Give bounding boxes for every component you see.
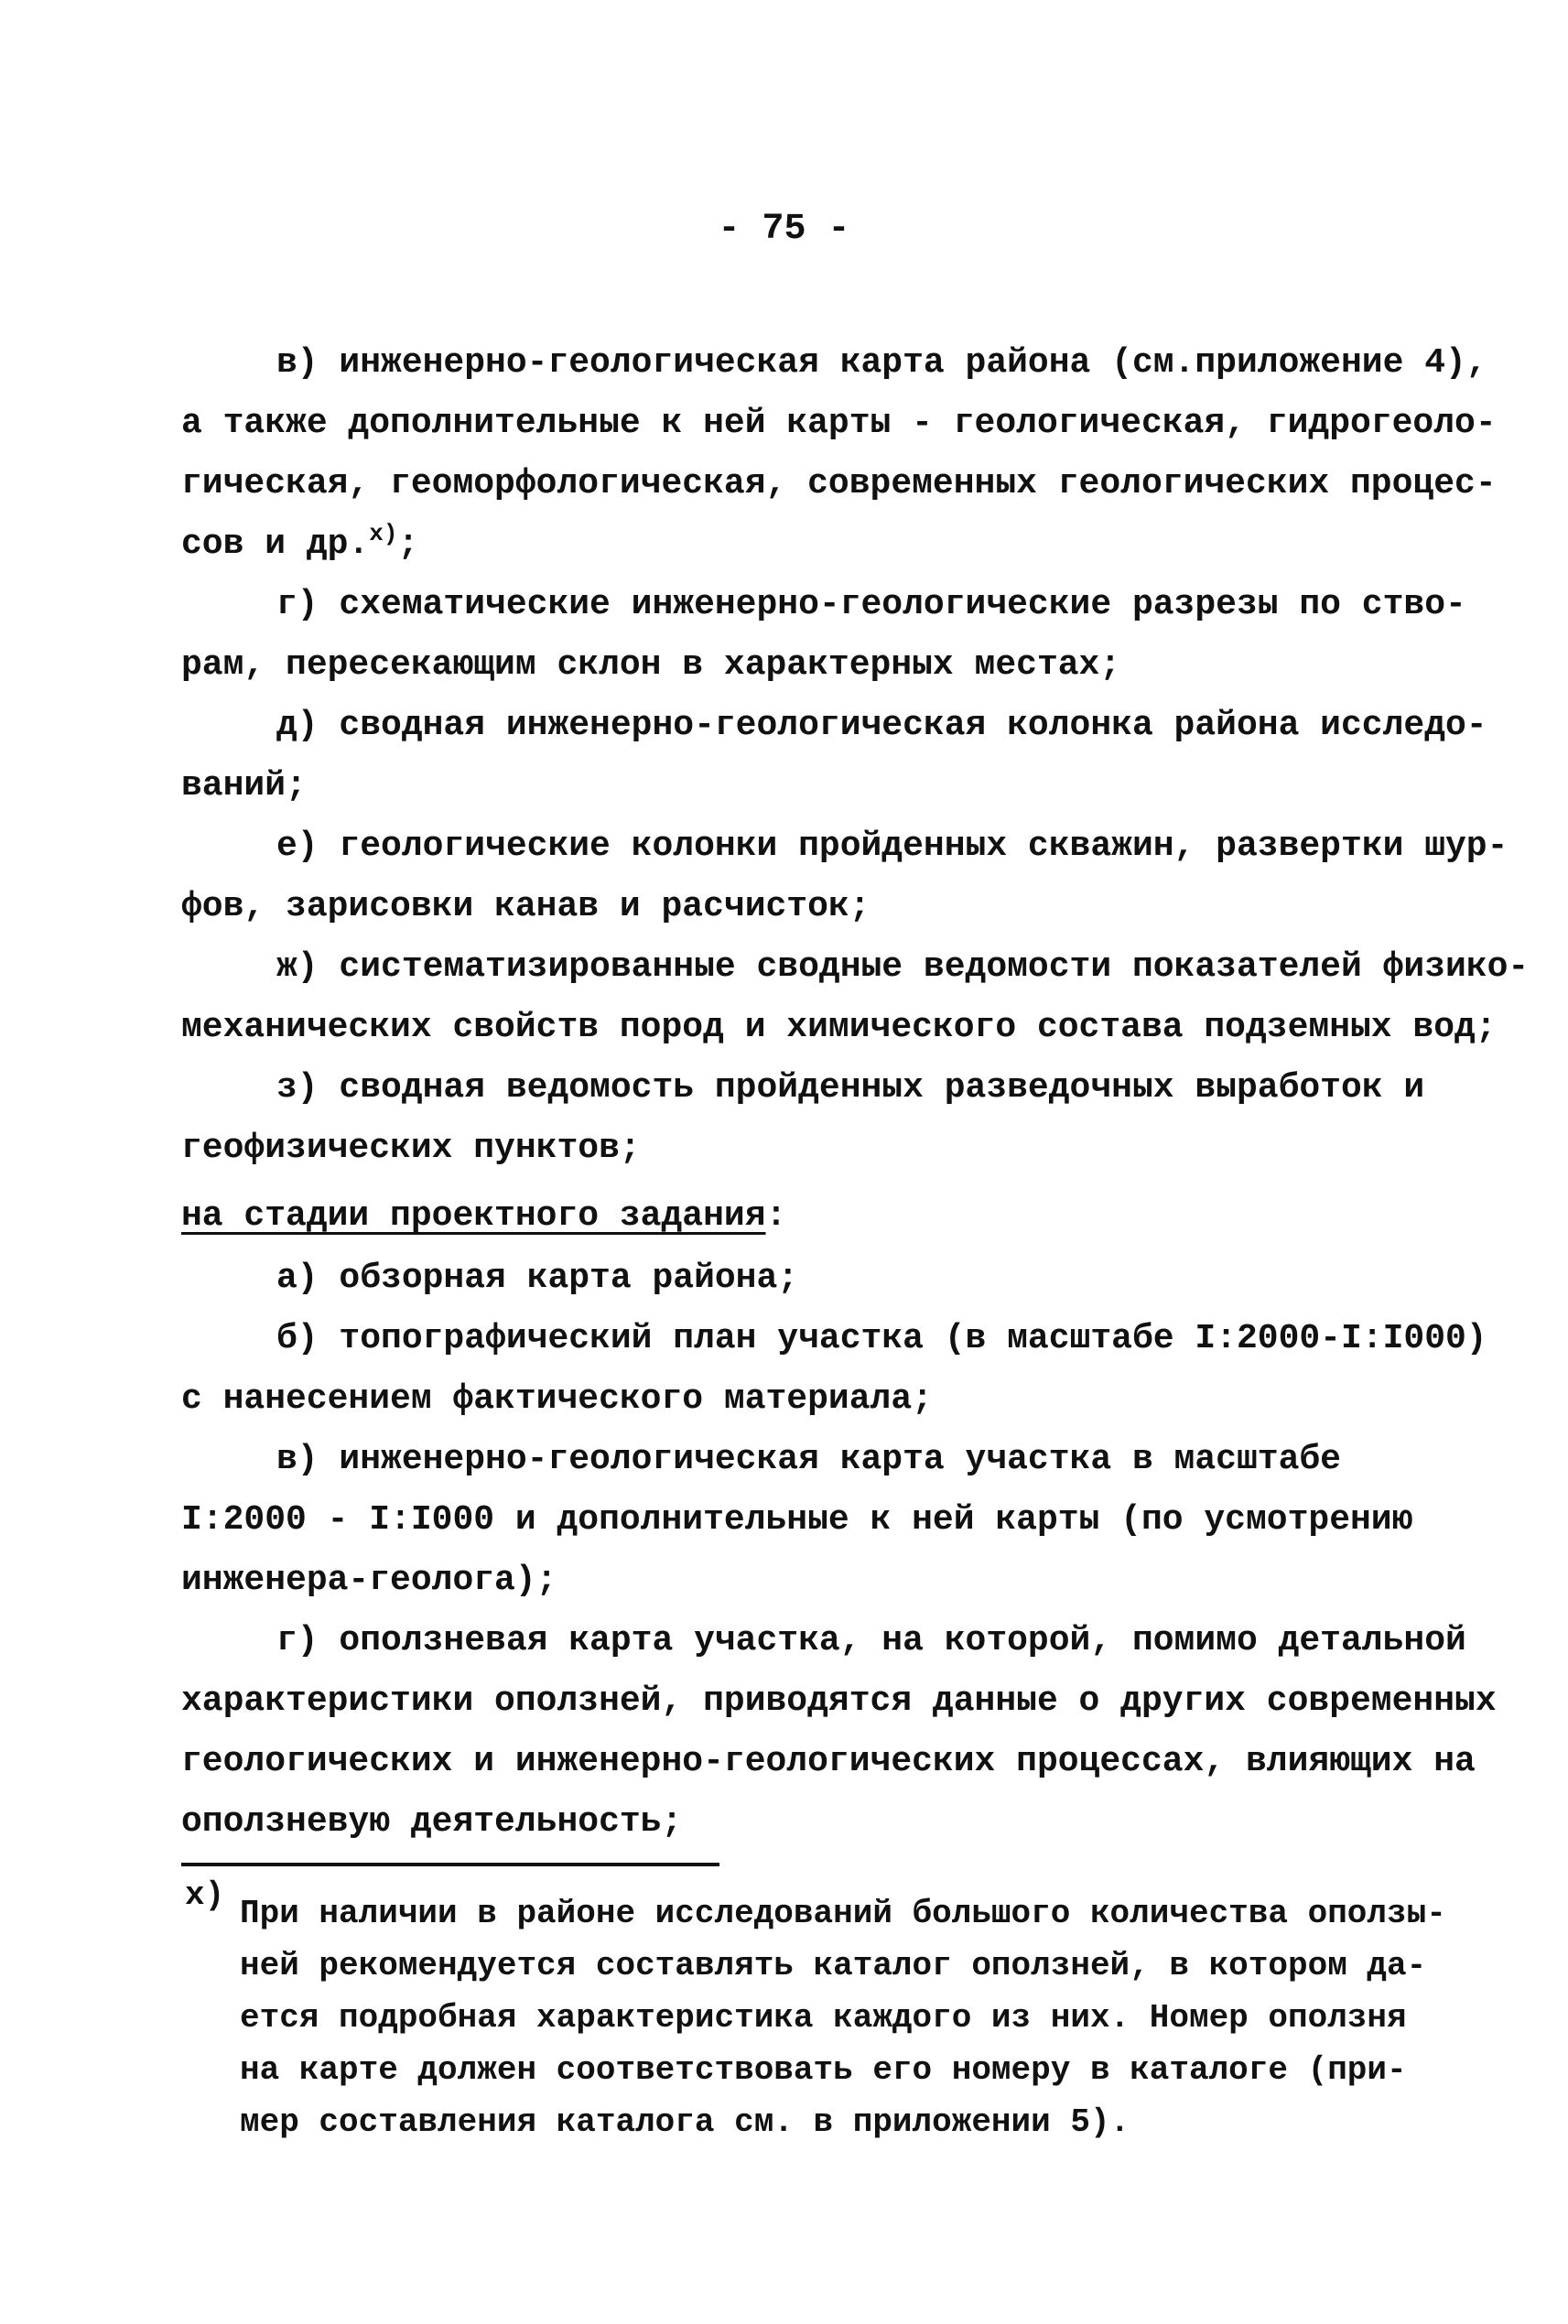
list-item-a-overview-map: [181, 1248, 1408, 1309]
list-item-b-topographic-plan: [181, 1309, 1487, 1430]
text-line: [181, 514, 1408, 575]
text-line: инженера-геолога);: [181, 1561, 557, 1600]
text-line-end: ;: [397, 524, 419, 564]
text-line: ваний;: [181, 766, 307, 805]
list-item-g-landslide-map: [181, 1611, 1497, 1853]
text-line: характеристики оползней, приводятся данные о других современных: [181, 1681, 1497, 1721]
text-line: в) инженерно-геологическая карта участка в масштабе: [276, 1440, 1341, 1479]
list-item-v-map-region: [181, 333, 1497, 575]
footnote-line: на карте должен соответствовать его номеру в каталоге (при-: [240, 2051, 1407, 2089]
text-line: механических свойств пород и химического состава подземных вод;: [181, 1008, 1497, 1047]
footnote-line: При наличии в районе исследований большого количества оползы-: [240, 1895, 1446, 1932]
text-line: I:2000 - I:I000 и дополнительные к ней карты (по усмотрению: [181, 1500, 1413, 1540]
text-line: в) инженерно-геологическая карта района (см.приложение 4),: [276, 343, 1487, 383]
footnote-line: мер составления каталога см. в приложении 5).: [240, 2103, 1130, 2141]
footnote-divider: [181, 1863, 719, 1866]
text-line: а) обзорная карта района;: [276, 1259, 799, 1298]
text-line: с нанесением фактического материала;: [181, 1379, 933, 1419]
text-line: геологических и инженерно-геологических процессах, влияющих на: [181, 1742, 1476, 1781]
text-line: геофизических пунктов;: [181, 1129, 641, 1168]
list-item-d-column: [181, 696, 1487, 816]
text-line: фов, зарисовки канав и расчисток;: [181, 887, 871, 926]
text-line: г) схематические инженерно-геологические разрезы по ство-: [276, 585, 1466, 624]
list-item-v-site-map: [181, 1430, 1413, 1611]
text-line: б) топографический план участка (в масштабе I:2000-I:I000): [276, 1319, 1487, 1358]
text-line: е) геологические колонки пройденных скважин, развертки шур-: [276, 827, 1509, 866]
text-line: з) сводная ведомость пройденных разведочных выработок и: [276, 1068, 1425, 1108]
footnote-line: ней рекомендуется составлять каталог оползней, в котором да-: [240, 1947, 1427, 1984]
section-heading: [181, 1186, 1408, 1247]
text-line-body: сов и др.: [181, 524, 370, 564]
footnote-reference: x): [369, 520, 398, 547]
footnote-line: ется подробная характеристика каждого из них. Номер оползня: [240, 1999, 1407, 2037]
footnote-text: [240, 1887, 1446, 2148]
list-item-zh-statements: [181, 937, 1530, 1058]
list-item-g-sections: [181, 575, 1466, 696]
list-item-e-well-logs: [181, 816, 1509, 937]
text-line: [181, 1186, 1408, 1247]
text-line: д) сводная инженерно-геологическая колонка района исследо-: [276, 706, 1487, 745]
page-number: - 75 -: [718, 209, 850, 250]
list-item-z-workings: [181, 1058, 1425, 1179]
section-heading-text: на стадии проектного задания: [181, 1196, 766, 1236]
text-line: а также дополнительные к ней карты - геологическая, гидрогеоло-: [181, 404, 1497, 443]
section-heading-end: :: [765, 1196, 787, 1236]
text-line: ж) систематизированные сводные ведомости показателей физико-: [276, 947, 1530, 987]
text-line: оползневую деятельность;: [181, 1802, 683, 1842]
text-line: г) оползневая карта участка, на которой, помимо детальной: [276, 1621, 1466, 1660]
footnote-mark: x): [185, 1876, 225, 1914]
text-line: гическая, геоморфологическая, современных геологических процес-: [181, 464, 1497, 503]
text-line: рам, пересекающим склон в характерных местах;: [181, 645, 1121, 685]
